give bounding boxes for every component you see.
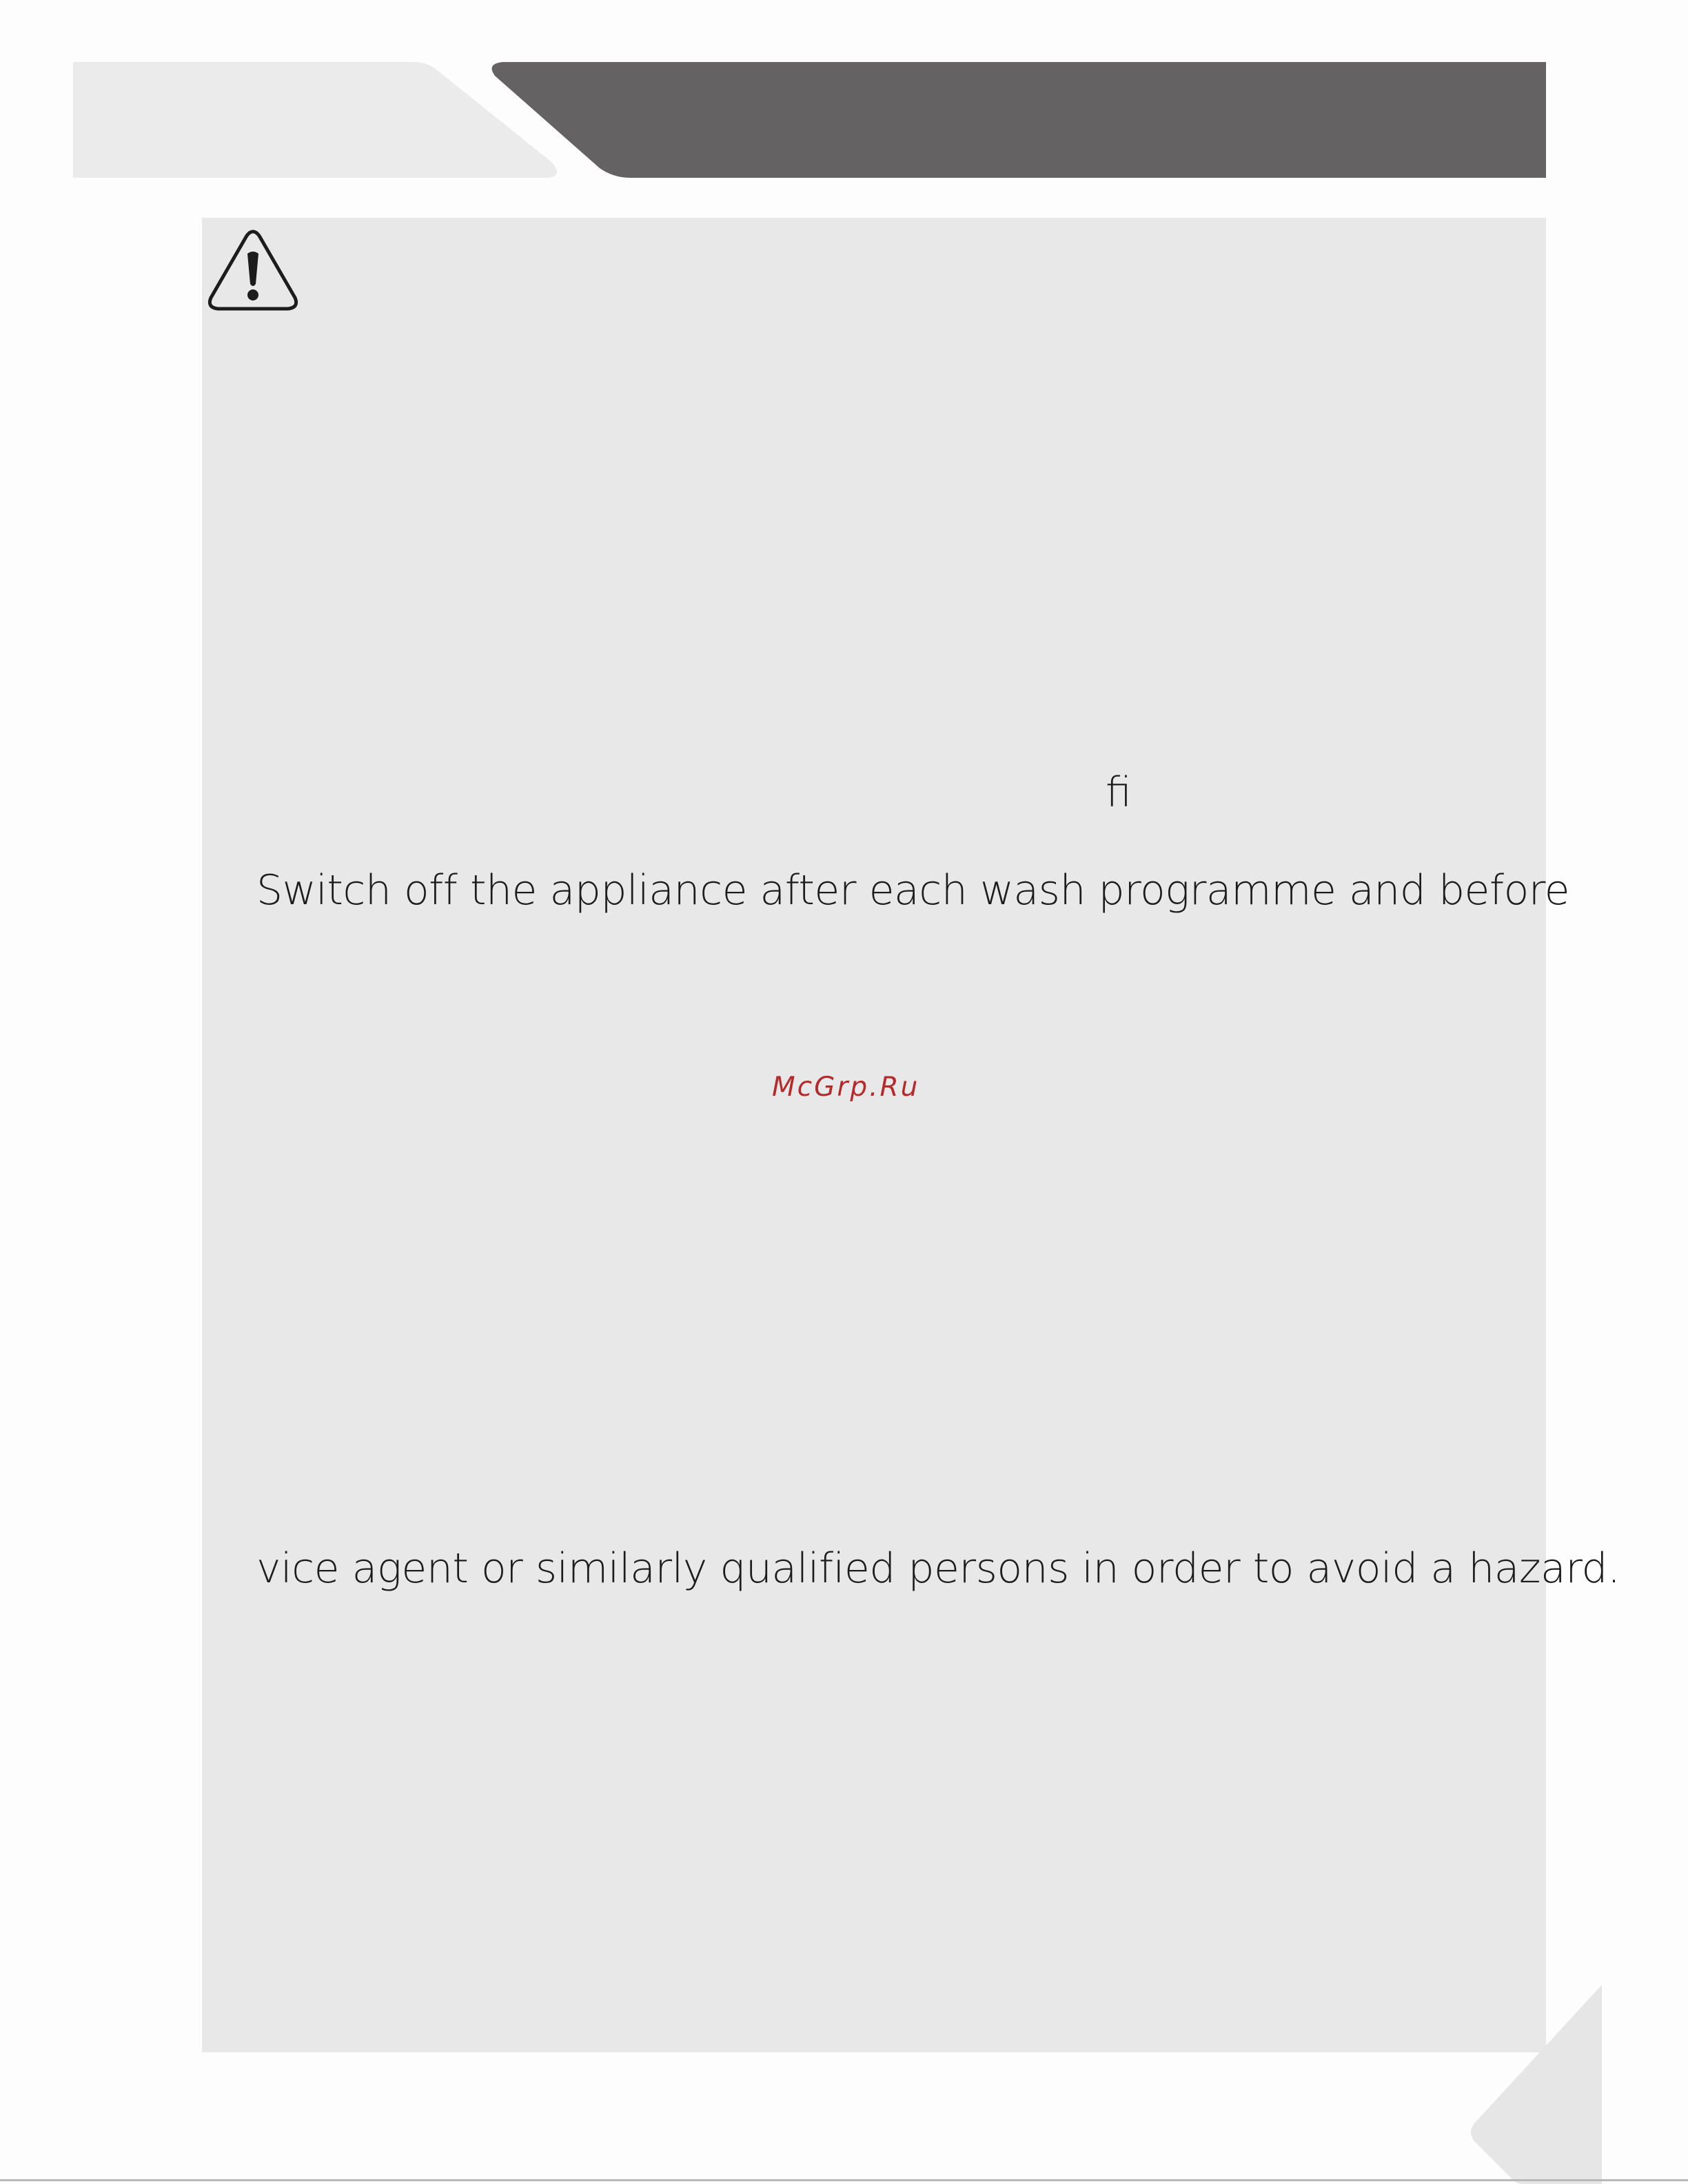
instruction-text-line: Switch off the appliance after each wash programme and before <box>256 866 1570 915</box>
warning-triangle-icon <box>207 229 299 313</box>
header-left-tab <box>73 62 557 178</box>
text-fragment-fi: ﬁ <box>1106 768 1132 817</box>
page-corner-decoration <box>1461 1985 1688 2184</box>
page-header <box>0 0 1688 179</box>
page-bottom-rule <box>0 2179 1688 2181</box>
watermark-text: McGrp.Ru <box>772 1072 920 1103</box>
instruction-text-line: vice agent or similarly qualified persons in order to avoid a hazard. <box>256 1544 1620 1593</box>
header-banner <box>0 0 1688 179</box>
header-bar <box>492 62 1546 178</box>
content-panel <box>202 218 1546 2052</box>
